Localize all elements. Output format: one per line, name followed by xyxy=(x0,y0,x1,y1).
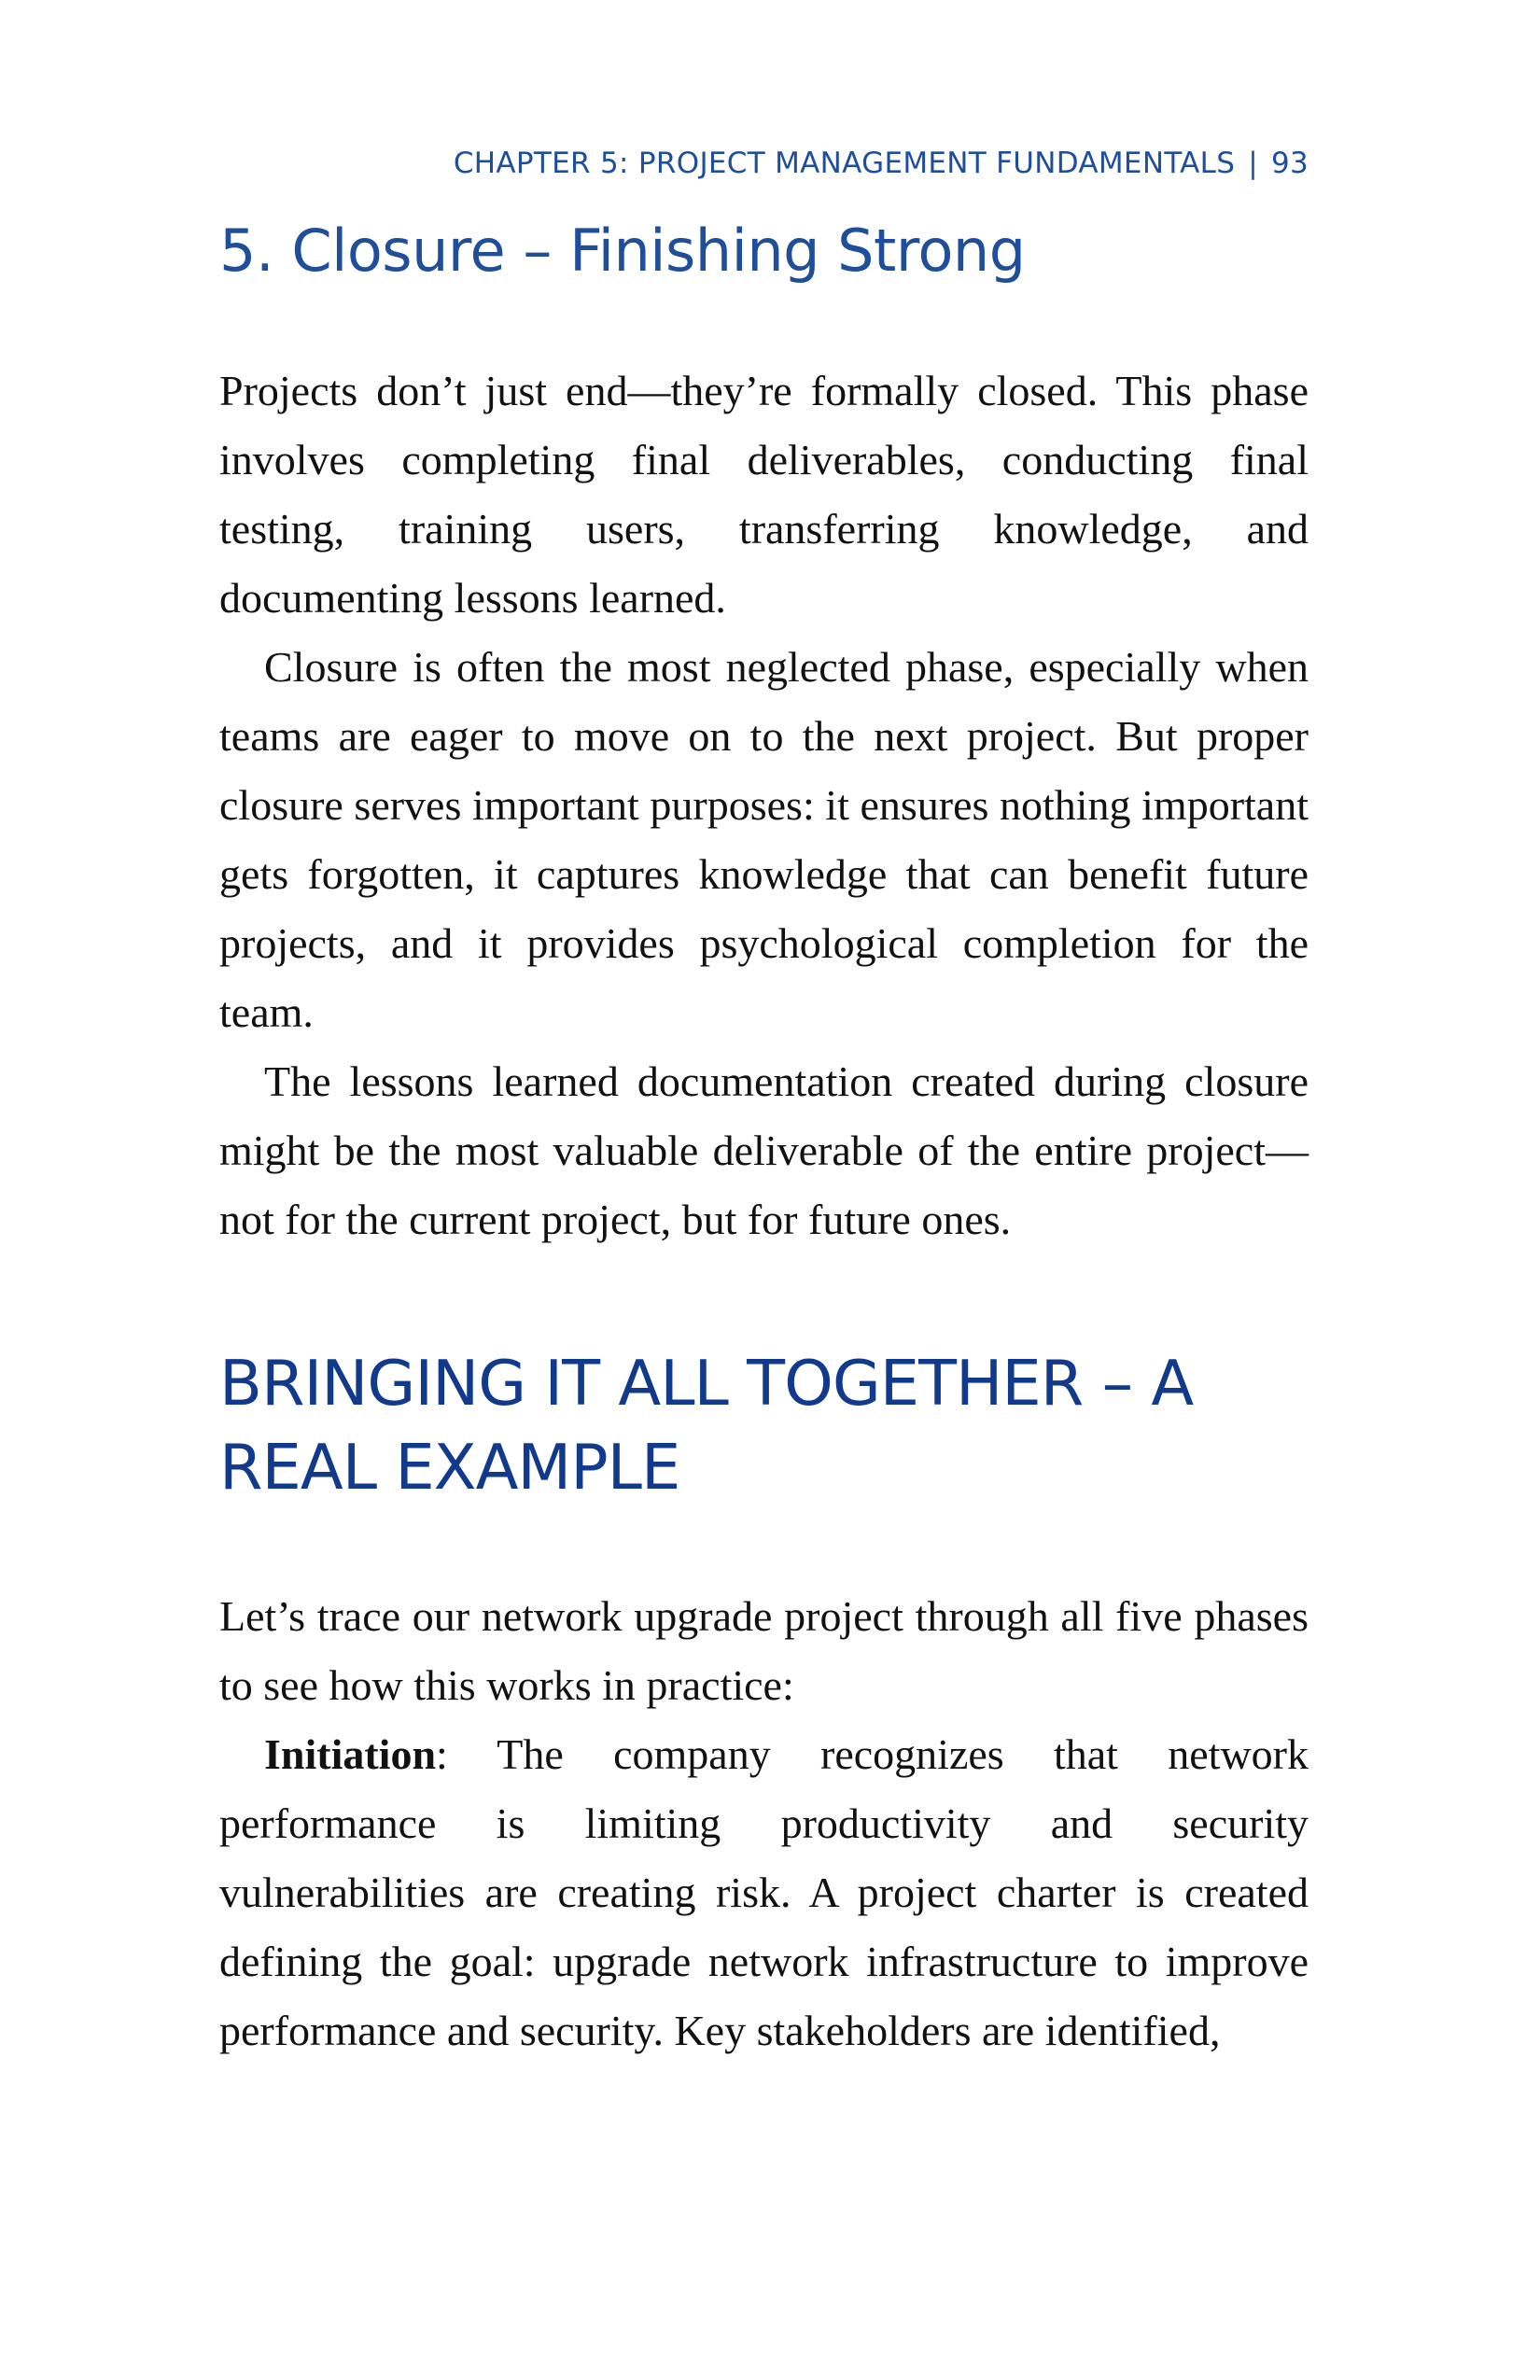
example-section-body xyxy=(219,1582,1309,2065)
paragraph: The lessons learned documentation created during closure might be the most valuable deliverable of the entire project—not for the current project, but for future ones. xyxy=(219,1057,1309,1243)
initiation-label: Initiation xyxy=(264,1730,437,1778)
initiation-text: : The company recognizes that network performance is limiting productivity and security vulnerabilities are creating risk. A project charter is created defining the goal: upgrade network infrastructure to improve performance and security. Key stakeholders are identified, xyxy=(219,1730,1309,2054)
paragraph-initiation xyxy=(219,1720,1309,2065)
paragraph: Projects don’t just end—they’re formally closed. This phase involves completing final deliverables, conducting final testing, training users, transferring knowledge, and documenting lessons learned. xyxy=(219,367,1309,622)
running-header xyxy=(454,147,1309,180)
paragraph: Closure is often the most neglected phase, especially when teams are eager to move on to the next project. But proper closure serves important purposes: it ensures nothing important gets forgotten, it captures knowledge that can benefit future projects, and it provides psychological completion for the team. xyxy=(219,643,1309,1036)
section-title: BRINGING IT ALL TOGETHER – A REAL EXAMPLE xyxy=(219,1347,1194,1504)
subsection-title: 5. Closure – Finishing Strong xyxy=(219,217,1026,285)
header-separator: | xyxy=(1248,147,1258,180)
paragraph: Let’s trace our network upgrade project through all five phases to see how this works in practice: xyxy=(219,1592,1309,1709)
closure-section-body xyxy=(219,357,1309,1254)
page-number: 93 xyxy=(1270,147,1309,180)
chapter-title: CHAPTER 5: PROJECT MANAGEMENT FUNDAMENTALS xyxy=(453,147,1236,180)
